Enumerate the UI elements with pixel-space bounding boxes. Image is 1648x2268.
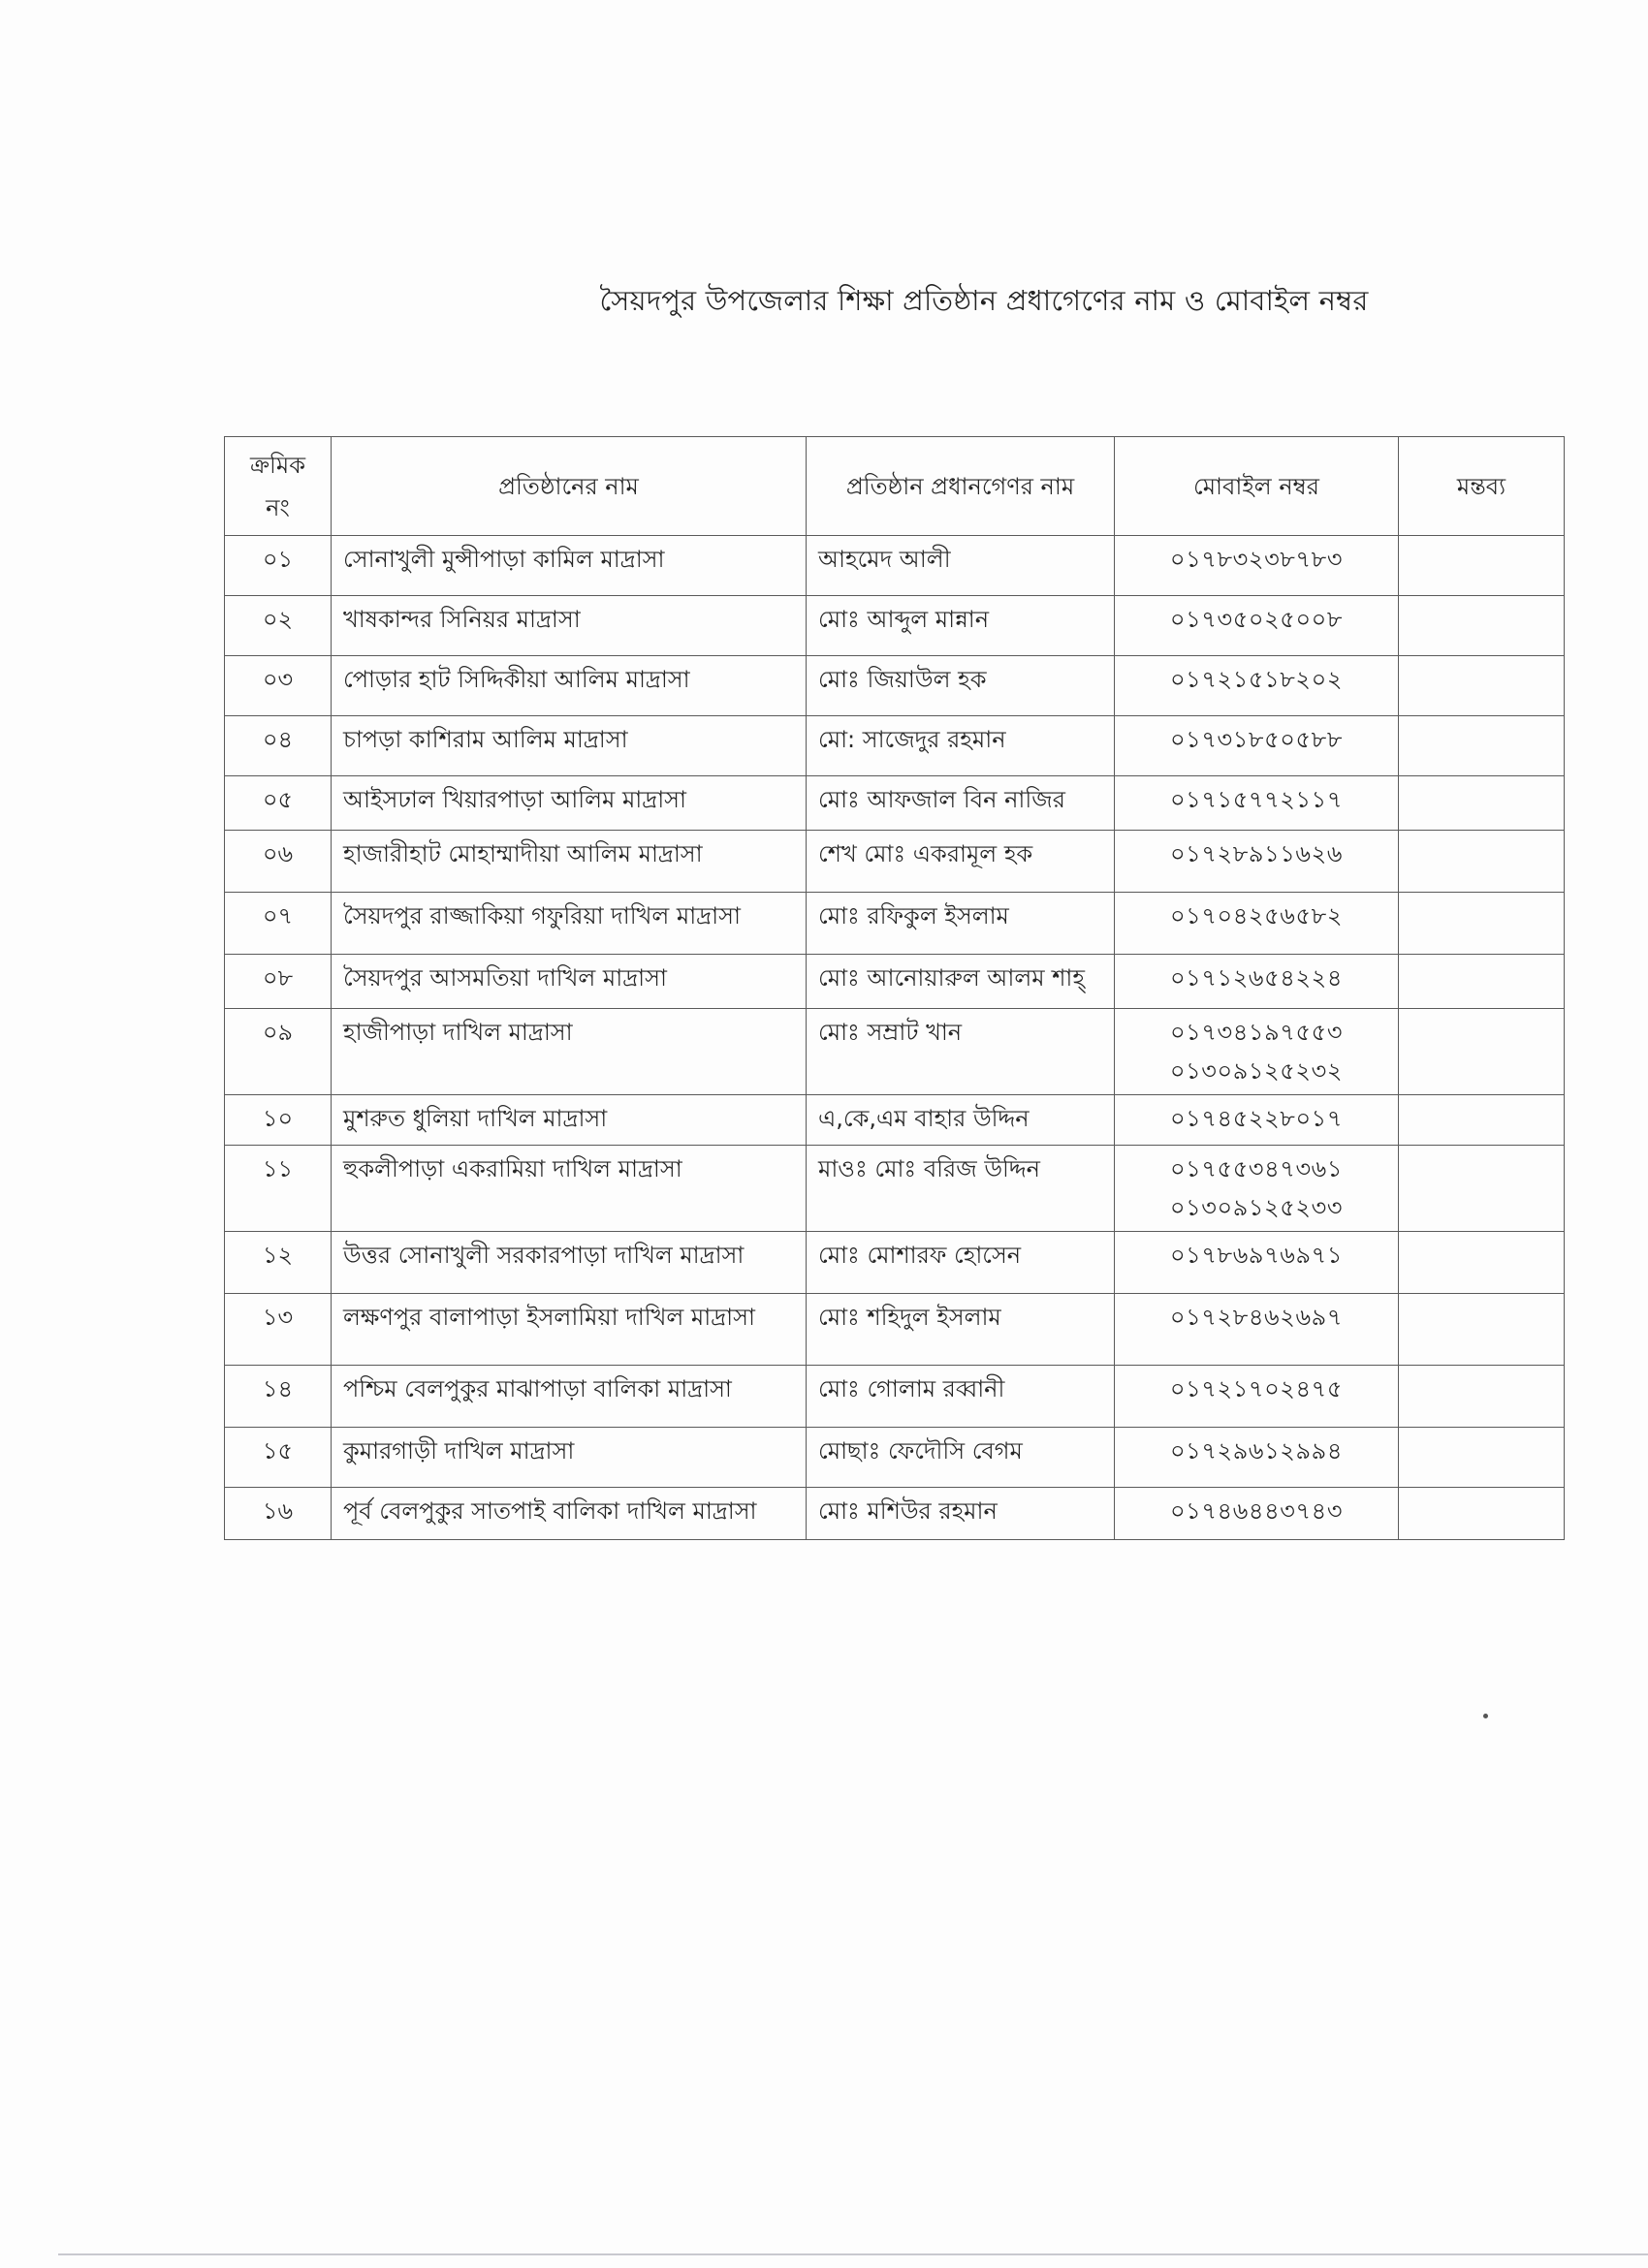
institution-cell: সৈয়দপুর রাজ্জাকিয়া গফুরিয়া দাখিল মাদ্রাসা (332, 893, 807, 955)
serial-cell: ০৮ (225, 955, 332, 1009)
mobile-cell (1115, 596, 1399, 656)
head-name-cell: এ,কে,এম বাহার উদ্দিন (807, 1095, 1115, 1146)
table-row (225, 536, 1565, 596)
mobile-number: ০১৭৩১৮৫০৫৮৮ (1169, 726, 1344, 753)
header-remarks: মন্তব্য (1399, 437, 1565, 536)
institution-cell: সৈয়দপুর আসমতিয়া দাখিল মাদ্রাসা (332, 955, 807, 1009)
table-row (225, 596, 1565, 656)
remarks-cell (1399, 716, 1565, 776)
remarks-cell (1399, 1232, 1565, 1294)
mobile-number: ০১৭৮৩২৩৮৭৮৩ (1169, 546, 1344, 573)
header-institution: প্রতিষ্ঠানের নাম (332, 437, 807, 536)
head-name-cell: মোঃ সম্রাট খান (807, 1009, 1115, 1095)
remarks-cell (1399, 1095, 1565, 1146)
mobile-number: ০১৭৪৬৪৪৩৭৪৩ (1169, 1497, 1344, 1525)
mobile-number: ০১৭২৮৯১১৬২৬ (1169, 840, 1344, 867)
head-name-cell: মোঃ মোশারফ হোসেন (807, 1232, 1115, 1294)
mobile-number: ০১৭৩৪১৯৭৫৫৩ (1169, 1019, 1344, 1046)
table-row (225, 1428, 1565, 1488)
mobile-number: ০১৭২৯৬১২৯৯৪ (1169, 1437, 1344, 1465)
remarks-cell (1399, 596, 1565, 656)
serial-cell: ১৩ (225, 1294, 332, 1366)
remarks-cell (1399, 893, 1565, 955)
serial-cell: ০৭ (225, 893, 332, 955)
mobile-cell (1115, 1366, 1399, 1428)
head-name-cell: মোঃ মশিউর রহমান (807, 1488, 1115, 1540)
remarks-cell (1399, 1366, 1565, 1428)
mobile-number: ০১৭২১৭০২৪৭৫ (1169, 1375, 1344, 1402)
mobile-number-secondary: ০১৩০৯১২৫২৩২ (1169, 1057, 1344, 1085)
institution-cell: পশ্চিম বেলপুকুর মাঝাপাড়া বালিকা মাদ্রাসা (332, 1366, 807, 1428)
table-row (225, 776, 1565, 831)
mobile-number: ০১৭০৪২৫৬৫৮২ (1169, 902, 1344, 929)
remarks-cell (1399, 536, 1565, 596)
mobile-cell (1115, 1294, 1399, 1366)
institution-cell: সোনাখুলী মুন্সীপাড়া কামিল মাদ্রাসা (332, 536, 807, 596)
remarks-cell (1399, 955, 1565, 1009)
mobile-number: ০১৭১২৬৫৪২২৪ (1169, 964, 1344, 992)
mobile-cell (1115, 536, 1399, 596)
institution-cell: চাপড়া কাশিরাম আলিম মাদ্রাসা (332, 716, 807, 776)
mobile-number: ০১৭২১৫১৮২০২ (1169, 666, 1344, 693)
header-serial: ক্রমিক নং (225, 437, 332, 536)
serial-cell: ১১ (225, 1146, 332, 1232)
table-row (225, 955, 1565, 1009)
mobile-cell (1115, 1232, 1399, 1294)
institution-cell: পোড়ার হাট সিদ্দিকীয়া আলিম মাদ্রাসা (332, 656, 807, 716)
table-body (225, 536, 1565, 1540)
document-title: সৈয়দপুর উপজেলার শিক্ষা প্রতিষ্ঠান প্রধাগেণের নাম ও মোবাইল নম্বর (599, 284, 1369, 317)
mobile-cell (1115, 1428, 1399, 1488)
head-name-cell: মোঃ আব্দুল মান্নান (807, 596, 1115, 656)
mobile-cell (1115, 776, 1399, 831)
mobile-number: ০১৭৪৫২২৮০১৭ (1169, 1105, 1344, 1132)
head-name-cell: মোঃ রফিকুল ইসলাম (807, 893, 1115, 955)
head-name-cell: মাওঃ মোঃ বরিজ উদ্দিন (807, 1146, 1115, 1232)
mobile-number-secondary: ০১৩০৯১২৫২৩৩ (1169, 1194, 1344, 1221)
remarks-cell (1399, 1009, 1565, 1095)
remarks-cell (1399, 1488, 1565, 1540)
mobile-number: ০১৭৮৬৯৭৬৯৭১ (1169, 1242, 1344, 1269)
head-name-cell: শেখ মোঃ একরামূল হক (807, 831, 1115, 893)
page-edge (58, 2253, 1648, 2255)
institution-cell: লক্ষণপুর বালাপাড়া ইসলামিয়া দাখিল মাদ্রাসা (332, 1294, 807, 1366)
serial-cell: ১৫ (225, 1428, 332, 1488)
mobile-cell (1115, 893, 1399, 955)
institution-cell: কুমারগাড়ী দাখিল মাদ্রাসা (332, 1428, 807, 1488)
mobile-cell (1115, 716, 1399, 776)
table-row (225, 1095, 1565, 1146)
mobile-number: ০১৭১৫৭৭২১১৭ (1169, 786, 1344, 813)
institution-cell: হাজীপাড়া দাখিল মাদ্রাসা (332, 1009, 807, 1095)
institution-cell: উত্তর সোনাখুলী সরকারপাড়া দাখিল মাদ্রাসা (332, 1232, 807, 1294)
mobile-cell (1115, 1488, 1399, 1540)
mobile-cell (1115, 656, 1399, 716)
serial-cell: ১৪ (225, 1366, 332, 1428)
table-row (225, 656, 1565, 716)
head-name-cell: মোঃ গোলাম রব্বানী (807, 1366, 1115, 1428)
head-name-cell: মোঃ আনোয়ারুল আলম শাহ্ (807, 955, 1115, 1009)
serial-cell: ০৩ (225, 656, 332, 716)
mobile-cell (1115, 1146, 1399, 1232)
table-row (225, 893, 1565, 955)
serial-cell: ০৯ (225, 1009, 332, 1095)
serial-cell: ১০ (225, 1095, 332, 1146)
table-row (225, 1366, 1565, 1428)
institution-cell: হুকলীপাড়া একরামিয়া দাখিল মাদ্রাসা (332, 1146, 807, 1232)
serial-cell: ০৫ (225, 776, 332, 831)
mobile-cell (1115, 1095, 1399, 1146)
serial-cell: ০৪ (225, 716, 332, 776)
remarks-cell (1399, 656, 1565, 716)
serial-cell: ০২ (225, 596, 332, 656)
heads-table (224, 436, 1565, 1540)
mobile-cell (1115, 1009, 1399, 1095)
serial-cell: ০১ (225, 536, 332, 596)
remarks-cell (1399, 831, 1565, 893)
header-mobile: মোবাইল নম্বর (1115, 437, 1399, 536)
remarks-cell (1399, 1294, 1565, 1366)
remarks-cell (1399, 1428, 1565, 1488)
institution-cell: হাজারীহাট মোহাম্মাদীয়া আলিম মাদ্রাসা (332, 831, 807, 893)
table-row (225, 831, 1565, 893)
serial-cell: ১২ (225, 1232, 332, 1294)
table-row (225, 1009, 1565, 1095)
institution-cell: আইসঢাল খিয়ারপাড়া আলিম মাদ্রাসা (332, 776, 807, 831)
institution-cell: খাষকান্দর সিনিয়র মাদ্রাসা (332, 596, 807, 656)
mobile-cell (1115, 955, 1399, 1009)
serial-cell: ০৬ (225, 831, 332, 893)
table-row (225, 1488, 1565, 1540)
head-name-cell: আহমেদ আলী (807, 536, 1115, 596)
mobile-number: ০১৭২৮৪৬২৬৯৭ (1169, 1304, 1344, 1331)
table-row (225, 1294, 1565, 1366)
head-name-cell: মোঃ আফজাল বিন নাজির (807, 776, 1115, 831)
table-row (225, 716, 1565, 776)
header-head-name: প্রতিষ্ঠান প্রধানগেণর নাম (807, 437, 1115, 536)
mobile-number: ০১৭৫৫৩৪৭৩৬১ (1169, 1155, 1344, 1182)
head-name-cell: মো: সাজেদুর রহমান (807, 716, 1115, 776)
remarks-cell (1399, 776, 1565, 831)
institution-cell: পূর্ব বেলপুকুর সাতপাই বালিকা দাখিল মাদ্রাসা (332, 1488, 807, 1540)
mobile-number: ০১৭৩৫০২৫০০৮ (1169, 606, 1344, 633)
serial-cell: ১৬ (225, 1488, 332, 1540)
head-name-cell: মোঃ জিয়াউল হক (807, 656, 1115, 716)
remarks-cell (1399, 1146, 1565, 1232)
table-header-row (225, 437, 1565, 536)
table-row (225, 1146, 1565, 1232)
institution-cell: মুশরুত ধুলিয়া দাখিল মাদ্রাসা (332, 1095, 807, 1146)
head-name-cell: মোছাঃ ফেদৌসি বেগম (807, 1428, 1115, 1488)
head-name-cell: মোঃ শহিদুল ইসলাম (807, 1294, 1115, 1366)
table-row (225, 1232, 1565, 1294)
mobile-cell (1115, 831, 1399, 893)
scan-speck (1483, 1714, 1488, 1718)
